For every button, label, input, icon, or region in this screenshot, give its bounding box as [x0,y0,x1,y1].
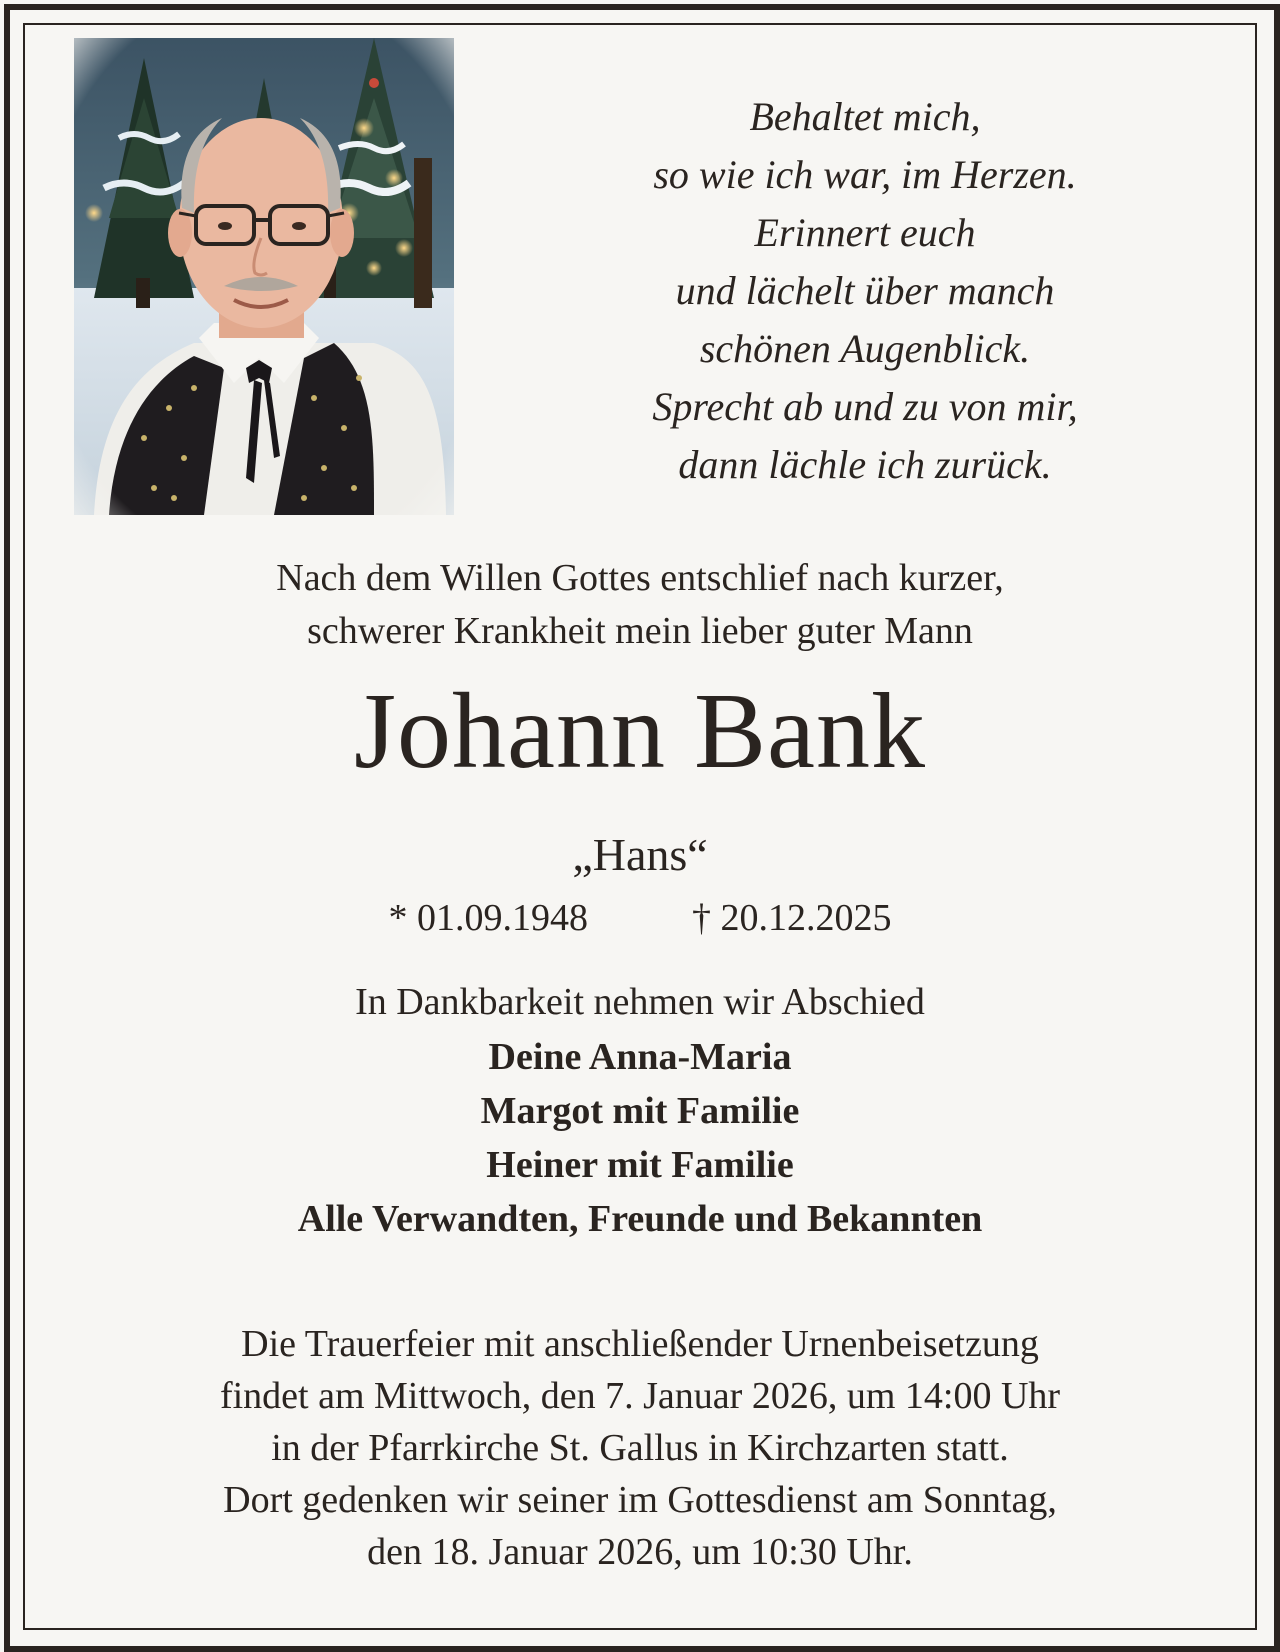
intro-line: schwerer Krankheit mein lieber guter Mann [307,610,973,652]
mourner: Heiner mit Familie [486,1144,794,1186]
portrait-photo [74,38,454,515]
ceremony-line: in der Pfarrkirche St. Gallus in Kirchzarten statt. [271,1427,1009,1469]
poem-line: Erinnert euch [754,210,976,255]
poem-line: so wie ich war, im Herzen. [653,152,1077,197]
nickname: „Hans“ [572,829,708,880]
intro-line: Nach dem Willen Gottes entschlief nach kurzer, [276,557,1004,599]
mourners-list [30,1030,1250,1246]
ceremony-info [30,1318,1250,1578]
mourner: Alle Verwandten, Freunde und Bekannten [297,1198,983,1240]
poem-line: dann lächle ich zurück. [678,442,1052,487]
ceremony-line: Dort gedenken wir seiner im Gottesdienst am Sonntag, [223,1479,1057,1521]
mourner: Margot mit Familie [480,1090,800,1132]
ceremony-line: Die Trauerfeier mit anschließender Urnenbeisetzung [241,1323,1039,1365]
life-dates [30,893,1250,943]
ceremony-line: den 18. Januar 2026, um 10:30 Uhr. [367,1531,913,1573]
poem [560,88,1170,494]
poem-line: schönen Augenblick. [699,326,1031,371]
intro-text [30,552,1250,658]
poem-line: und lächelt über manch [675,268,1055,313]
ceremony-line: findet am Mittwoch, den 7. Januar 2026, um 14:00 Uhr [219,1375,1061,1417]
deceased-name: Johann Bank [354,672,926,791]
poem-line: Behaltet mich, [749,94,981,139]
poem-line: Sprecht ab und zu von mir, [652,384,1078,429]
death-date: † 20.12.2025 [692,897,892,939]
birth-date: * 01.09.1948 [388,897,588,939]
mourner: Deine Anna-Maria [488,1036,792,1078]
farewell-text: In Dankbarkeit nehmen wir Abschied [355,981,925,1023]
